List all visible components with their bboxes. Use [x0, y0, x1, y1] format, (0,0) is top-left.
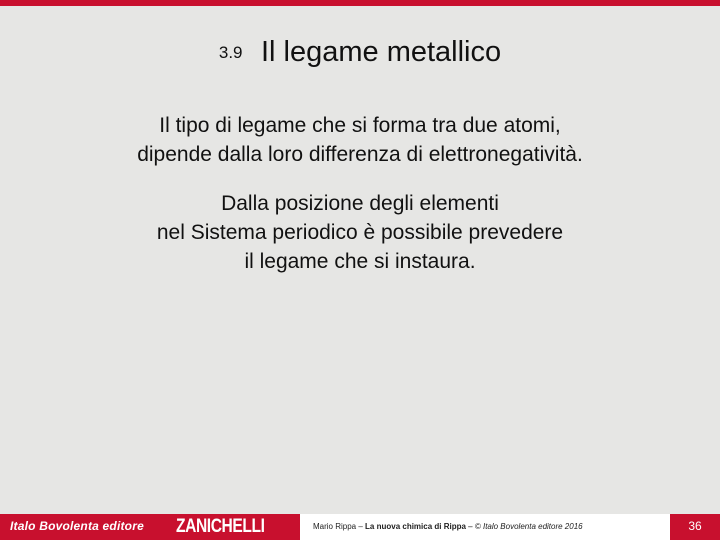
paragraph-line: dipende dalla loro differenza di elettronegatività.: [137, 143, 583, 166]
slide-title: [0, 36, 720, 69]
credit-author: Mario Rippa –: [313, 522, 366, 531]
page-number: 36: [670, 514, 720, 540]
paragraph-line: Il tipo di legame che si forma tra due atomi,: [159, 114, 561, 137]
paragraph-periodic-table: [0, 189, 720, 276]
publisher-name: Italo Bovolenta editore: [10, 519, 144, 533]
paragraph-line: nel Sistema periodico è possibile prevedere: [156, 221, 564, 244]
publisher-brand: ZANICHELLI: [176, 516, 265, 537]
paragraph-electronegativity: [0, 111, 720, 169]
credit-book-title: La nuova chimica di Rippa: [365, 522, 466, 531]
paragraph-line: il legame che si instaura.: [244, 250, 476, 273]
section-number: 3.9: [218, 43, 243, 62]
page-title: Il legame metallico: [260, 36, 502, 68]
top-accent-bar: [0, 0, 720, 6]
publisher-logo: [0, 514, 300, 540]
footer-bar: [0, 514, 720, 540]
paragraph-line: Dalla posizione degli elementi: [221, 192, 499, 215]
credit-rights: – © Italo Bovolenta editore 2016: [465, 522, 583, 531]
footer-credit: [313, 522, 583, 531]
